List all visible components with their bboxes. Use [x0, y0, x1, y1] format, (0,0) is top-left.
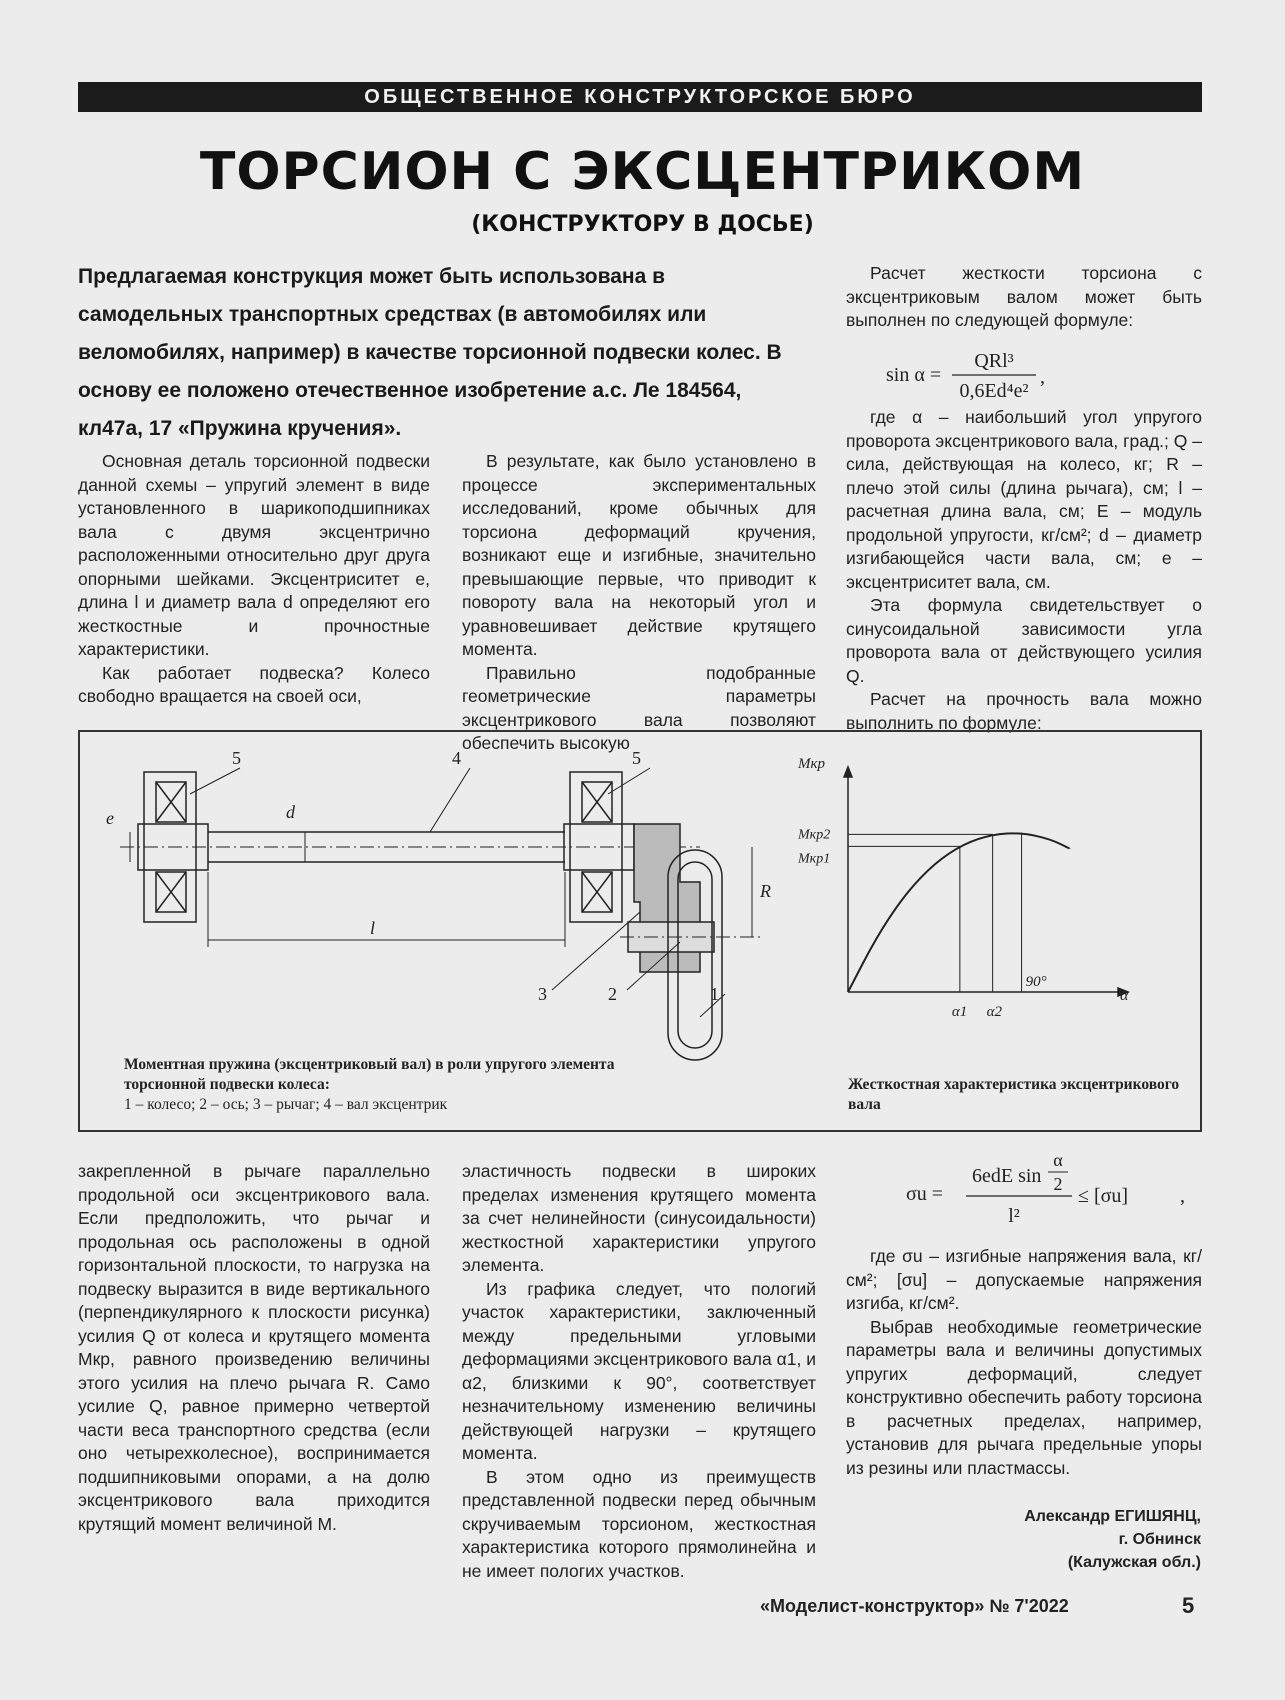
article-subtitle: (КОНСТРУКТОРУ В ДОСЬЕ): [471, 212, 814, 237]
y-tick-mkr2: Mкр2: [798, 827, 831, 843]
page-number: 5: [1182, 1593, 1195, 1618]
x-tick-alpha1: α1: [951, 1004, 968, 1020]
label-2: 2: [608, 984, 617, 1004]
formula2-numerator: 6edE sin: [972, 1165, 1042, 1187]
formula2-denominator: l²: [1008, 1205, 1020, 1227]
caption-text: 1 – колесо; 2 – ось; 3 – рычаг; 4 – вал эксцентрик: [124, 1096, 448, 1113]
label-5-right: 5: [632, 748, 641, 768]
formula2-comma: ,: [1180, 1185, 1185, 1207]
paragraph: где σu – изгибные напряжения вала, кг/см²; [σu] – допускаемые напряжения изгиба, кг/см².: [846, 1246, 1202, 1313]
formula2-rhs: ≤ [σu]: [1078, 1185, 1129, 1207]
paragraph: Эта формула свидетельствует о синусоидальной зависимости угла проворота вала от действующего усилия Q.: [846, 595, 1202, 686]
paragraph: Основная деталь торсионной подвески данной схемы – упругий элемент в виде установленного в шарикоподшипниках вала с двумя эксцентрично расположенными относительно друг друга опорными шейками. Эксцентриситет е, длина l и диаметр вала d определяют его жесткостные и прочностные характеристики.: [78, 451, 430, 659]
lead-paragraph: Предлагаемая конструкция может быть использована в самодельных транспортных средствах (в автомобилях или веломобилях, например) в качестве торсионной подвески колес. В основу ее положено отечественное изобретение а.с. Ле 184564, кл47а, 17 «Пружина кручения».: [78, 265, 782, 440]
label-4: 4: [452, 748, 461, 768]
formula-denominator: 0,6Ed⁴e²: [959, 380, 1029, 402]
formula2-inner-den: 2: [1053, 1174, 1063, 1194]
author-city: г. Обнинск: [1118, 1531, 1201, 1548]
paragraph: Как работает подвеска? Колесо свободно вращается на своей оси,: [78, 662, 430, 706]
label-l: l: [370, 918, 376, 938]
paragraph: В этом одно из преимуществ представленной подвески перед обычным скручиваемым торсионом, жесткостная характеристика которого прямолинейна и не имеет пологих участков.: [462, 1466, 816, 1581]
figure-caption: [124, 1055, 644, 1115]
x-tick-90: 90°: [1025, 974, 1047, 990]
right-journal: [564, 824, 634, 870]
column-1-top: [78, 450, 430, 709]
paragraph: Из графика следует, что пологий участок характеристики, заключенный между предельными угловыми деформациями эксцентрикового вала α1, и α2, близкими к 90°, соответствует незначительному изменению величины действующей нагрузки – крутящего момента.: [462, 1278, 816, 1463]
formula-comma: ,: [1040, 366, 1045, 388]
chart-caption-bold: Жесткостная характеристика эксцентрикового вала: [848, 1076, 1180, 1113]
author-block: [901, 1505, 1201, 1574]
formula-lhs: sin α =: [886, 364, 942, 386]
label-3: 3: [538, 984, 547, 1004]
chart-y-label: Mкр: [798, 756, 826, 772]
series-line: [848, 833, 1070, 992]
journal-footer: «Моделист-конструктор» № 7'2022: [760, 1596, 1069, 1616]
label-e: e: [106, 808, 114, 828]
y-tick-mkr1: Mкр1: [798, 851, 831, 867]
column-1-bottom: [78, 1160, 430, 1536]
author-name: Александр ЕГИШЯНЦ,: [1024, 1508, 1201, 1525]
chart-x-label: α: [1120, 987, 1129, 1004]
strength-formula: [846, 1146, 1202, 1236]
column-3-bottom: [846, 1245, 1202, 1480]
paragraph: эластичность подвески в широких пределах изменения крутящего момента за счет нелинейности (синусоидальности) жесткостной характеристики упругого элемента.: [462, 1161, 816, 1275]
paragraph: Расчет жесткости торсиона с эксцентриковым валом может быть выполнен по следующей формуле:: [846, 263, 1202, 330]
author-region: (Калужская обл.): [1067, 1554, 1201, 1571]
column-3-explanations: [846, 406, 1202, 735]
paragraph: где α – наибольший угол упругого проворота эксцентрикового вала, град.; Q – сила, действующая на колесо, кг; R – плечо этой силы (длина рычага), см; l – расчетная длина вала, см; Е – модуль продольной упругости, кг/см²; d – диаметр изгибающейся части вала, см; е – эксцентриситет вала, см.: [846, 407, 1202, 592]
paragraph: Расчет на прочность вала можно выполнить по формуле:: [846, 689, 1202, 733]
formula2-lhs: σu =: [906, 1183, 944, 1205]
label-d: d: [286, 802, 295, 822]
stiffness-formula: [846, 343, 1202, 403]
paragraph: Правильно подобранные геометрические параметры эксцентрикового вала позволяют обеспечить высокую: [462, 662, 816, 753]
formula-numerator: QRl³: [974, 350, 1014, 372]
column-2-top: [462, 450, 816, 756]
stiffness-chart: [798, 752, 1138, 1022]
column-3-top: [846, 262, 1202, 333]
label-1: 1: [710, 984, 719, 1004]
y-axis-arrow: [844, 767, 852, 777]
column-2-bottom: [462, 1160, 816, 1583]
label-5-left: 5: [232, 748, 241, 768]
section-banner: ОБЩЕСТВЕННОЕ КОНСТРУКТОРСКОЕ БЮРО: [78, 82, 1202, 112]
paragraph: В результате, как было установлено в процессе экспериментальных исследований, кроме обычных для торсиона деформаций кручения, возникают еще и изгибные, значительно превышающие первые, что приводит к повороту вала на некоторый угол и уравновешивает действие крутящего момента.: [462, 451, 816, 659]
label-R: R: [760, 881, 771, 901]
paragraph: Выбрав необходимые геометрические параметры вала и величины допустимых упругих деформаций, следует конструктивно обеспечить работу торсиона в расчетных пределах, например, установив для рычага предельные упоры из резины или пластмассы.: [846, 1316, 1202, 1478]
paragraph: закрепленной в рычаге параллельно продольной оси эксцентрикового вала. Если предположить, что рычаг и продольная ось расположены в одной горизонтальной плоскости, то нагрузка на подвеску выразится в виде вертикального (перпендикулярного к плоскости рисунка) усилия Q от колеса и крутящего момента Мкр, равного произведению величины этого усилия на плечо рычага R. Само усилие Q, равное примерно четвертой части веса транспортного средства (если оно четырехколесное), воспринимается подшипниковыми опорами, а на долю эксцентрикового вала приходится крутящий момент величиной М.: [78, 1161, 430, 1534]
formula2-inner-num: α: [1053, 1150, 1063, 1170]
x-tick-alpha2: α2: [986, 1004, 1003, 1020]
article-title: ТОРСИОН С ЭКСЦЕНТРИКОМ: [199, 142, 1086, 202]
chart-caption: [848, 1075, 1188, 1115]
caption-bold: Моментная пружина (эксцентриковый вал) в роли упругого элемента торсионной подвески колеса:: [124, 1056, 615, 1093]
